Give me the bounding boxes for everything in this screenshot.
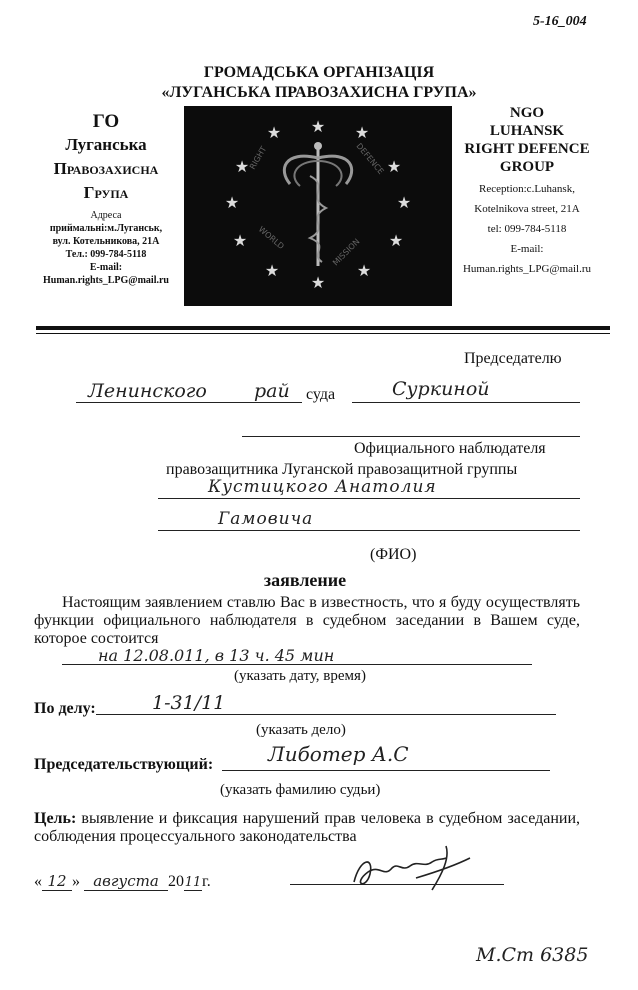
- ngo-label: правозащитника Луганской правозащитной группы: [166, 461, 518, 478]
- right-org-name2: RIGHT DEFENCE: [464, 141, 590, 157]
- left-org-name1: Луганська: [65, 135, 147, 154]
- svg-text:★: ★: [234, 159, 250, 176]
- left-phone: Тел.: 099-784-5118: [65, 249, 147, 260]
- case-field: [96, 714, 556, 715]
- presiding-judge-label: Председательствующий:: [34, 756, 214, 773]
- court-name-field: [76, 402, 302, 403]
- quote-close: »: [72, 873, 80, 890]
- svg-text:★: ★: [354, 125, 370, 142]
- left-address-line1: приймальні:м.Луганськ,: [49, 223, 163, 234]
- observer-name-field1: [158, 498, 580, 499]
- svg-text:★: ★: [396, 195, 412, 212]
- signing-year-handwritten: 11: [184, 875, 202, 890]
- signing-day-handwritten: 12: [42, 872, 72, 891]
- presiding-judge-hint: (указать фамилию судьи): [220, 782, 381, 798]
- case-number-handwritten: 1-31/11: [152, 692, 226, 714]
- svg-text:★: ★: [224, 195, 240, 212]
- signature-icon: [346, 838, 476, 898]
- svg-text:★: ★: [264, 263, 280, 280]
- observer-name-field2: [158, 530, 580, 531]
- svg-text:★: ★: [388, 233, 404, 250]
- right-org-abbr: NGO: [509, 105, 545, 121]
- left-org-block: [22, 110, 190, 287]
- right-email-label: E-mail:: [510, 243, 544, 255]
- presiding-judge-handwritten: Либотер А.С: [268, 742, 409, 766]
- blank-line: [242, 436, 580, 437]
- left-email: Human.rights_LPG@mail.ru: [43, 275, 169, 286]
- left-org-abbr: ГО: [92, 111, 120, 132]
- organization-logo: [184, 106, 452, 306]
- signing-date: [34, 872, 211, 891]
- svg-text:★: ★: [356, 263, 372, 280]
- logo-emblem-icon: [184, 106, 452, 306]
- observer-label: Официального наблюдателя: [354, 440, 546, 457]
- header-divider-thick: [36, 326, 610, 330]
- goal-text: выявление и фиксация нарушений прав человека в судебном заседании, соблюдения процессуального законодательства: [34, 810, 581, 845]
- signing-month-handwritten: августа: [84, 872, 168, 891]
- logo-ring-text-bottom-right: MISSION: [331, 236, 362, 268]
- document-id: 5-16_004: [533, 14, 587, 29]
- goal-label: Цель:: [34, 810, 77, 827]
- district-handwritten: рай: [254, 380, 290, 402]
- year-suffix: г.: [202, 873, 211, 890]
- statement-body: Настоящим заявлением ставлю Вас в известность, что я буду осуществлять функции официального наблюдателя в судебном заседании в Вашем суде, которое состоится: [34, 594, 580, 647]
- statement-title: заявление: [263, 570, 347, 590]
- logo-ring-text-bottom-left: WORLD: [256, 224, 286, 252]
- left-email-label: E-mail:: [89, 262, 123, 273]
- judge-name-field: [352, 402, 580, 403]
- left-address-label: Адреса: [90, 210, 122, 221]
- quote-open: «: [34, 873, 42, 890]
- registration-number-handwritten: М.Ст 6385: [476, 944, 589, 966]
- judge-name-handwritten: Суркиной: [392, 378, 490, 400]
- left-org-name2: Правозахисна: [53, 159, 159, 178]
- court-name-handwritten: Ленинского: [88, 380, 207, 402]
- svg-text:★: ★: [232, 233, 248, 250]
- right-org-name3: GROUP: [499, 159, 555, 175]
- header-divider-thin: [36, 333, 610, 334]
- right-email: Human.rights_LPG@mail.ru: [462, 263, 592, 275]
- addressee-label: Председателю: [464, 350, 562, 367]
- svg-text:★: ★: [386, 159, 402, 176]
- right-org-block: [452, 104, 602, 279]
- observer-name-handwritten1: Кустицкого Анатолия: [208, 477, 437, 497]
- logo-ring-text-right: DEFENCE: [354, 141, 386, 177]
- court-label: суда: [306, 386, 336, 403]
- org-title-line2: «ЛУГАНСЬКА ПРАВОЗАХИСНА ГРУПА»: [161, 84, 477, 101]
- svg-text:★: ★: [310, 275, 326, 292]
- datetime-hint: (указать дату, время): [234, 668, 366, 684]
- org-title-line1: ГРОМАДСЬКА ОРГАНІЗАЦІЯ: [203, 64, 435, 81]
- goal-paragraph: [34, 810, 580, 846]
- svg-text:★: ★: [266, 125, 282, 142]
- presiding-judge-field: [222, 770, 550, 771]
- observer-name-handwritten2: Гамовича: [218, 509, 314, 529]
- left-org-name3: Група: [83, 183, 129, 202]
- left-address-line2: вул. Котельникова, 21А: [52, 236, 160, 247]
- svg-text:★: ★: [310, 119, 326, 136]
- right-phone: tel: 099-784-5118: [487, 223, 567, 235]
- hearing-datetime-handwritten: на 12.08.011, в 13 ч. 45 мин: [98, 646, 335, 665]
- year-prefix: 20: [168, 873, 184, 890]
- logo-ring-text-left: RIGHT: [247, 144, 269, 171]
- right-address-line1: Reception:c.Luhansk,: [479, 183, 575, 195]
- right-org-name1: LUHANSK: [489, 123, 565, 139]
- right-address-line2: Kotelnikova street, 21A: [474, 203, 580, 215]
- case-hint: (указать дело): [256, 722, 346, 738]
- fio-hint: (ФИО): [370, 546, 417, 563]
- case-label: По делу:: [34, 700, 96, 717]
